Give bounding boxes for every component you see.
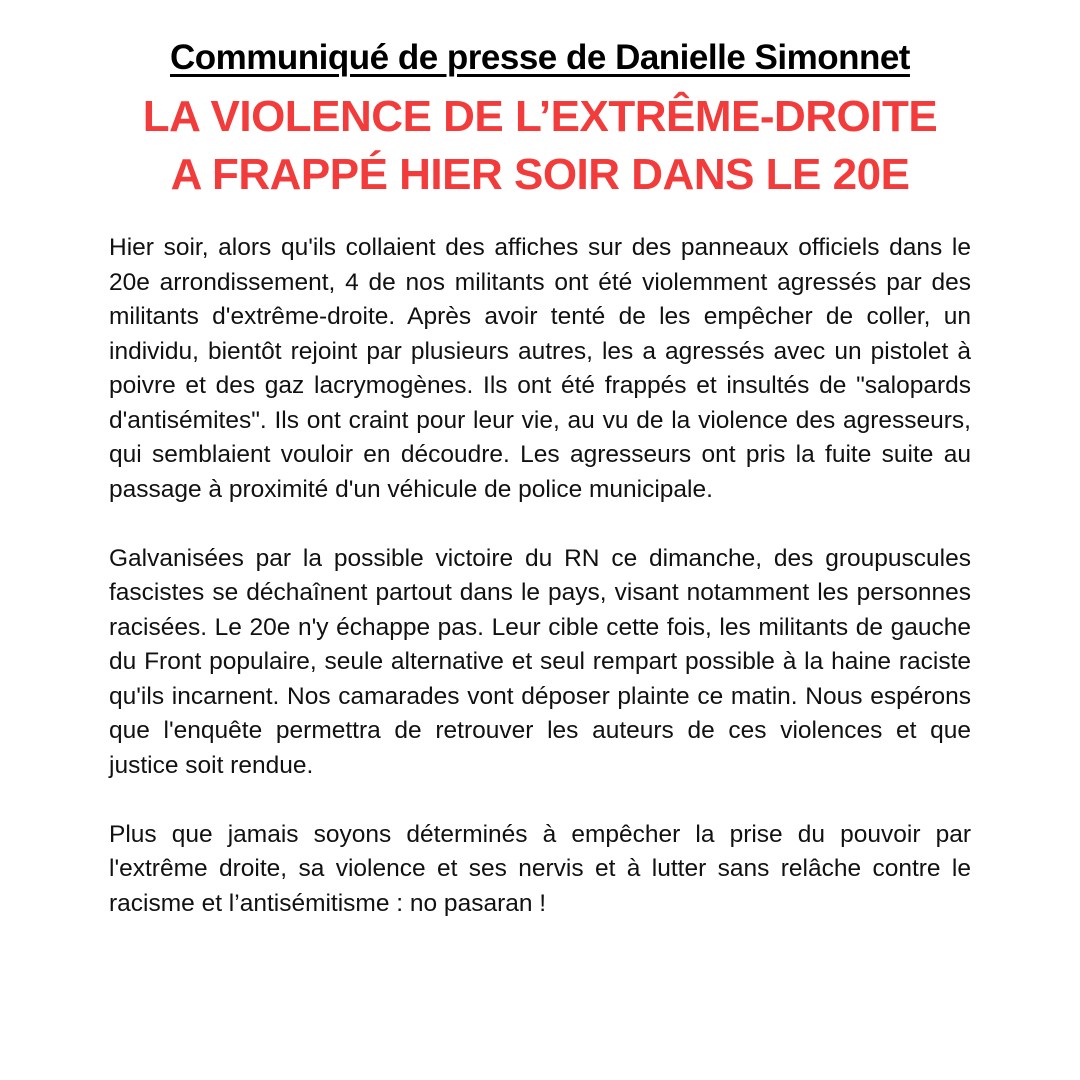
press-release-kicker bbox=[0, 34, 1080, 82]
paragraph-1: Hier soir, alors qu'ils collaient des affiches sur des panneaux officiels dans le 20e arrondissement, 4 de nos militants ont été violemment agressés par des militants d'extrême-droite. Après avoir tenté de les empêcher de coller, un individu, bientôt rejoint par plusieurs autres, les a agressés avec un pistolet à poivre et des gaz lacrymogènes. Ils ont été frappés et insultés de "salopards d'antisémites". Ils ont craint pour leur vie, au vu de la violence des agresseurs, qui semblaient vouloir en découdre. Les agresseurs ont pris la fuite suite au passage à proximité d'un véhicule de police municipale. bbox=[109, 234, 971, 503]
headline bbox=[0, 88, 1080, 204]
headline-line-2: A FRAPPÉ HIER SOIR DANS LE 20E bbox=[170, 150, 910, 199]
paragraph-3: Plus que jamais soyons déterminés à empêcher la prise du pouvoir par l'extrême droite, sa violence et ses nervis et à lutter sans relâche contre le racisme et l’antisémitisme : no pasaran ! bbox=[109, 820, 971, 917]
press-release-body bbox=[109, 231, 971, 921]
headline-line-1: LA VIOLENCE DE L’EXTRÊME-DROITE bbox=[142, 92, 938, 141]
kicker-text: Communiqué de presse de Danielle Simonnet bbox=[170, 38, 910, 77]
paragraph-2: Galvanisées par la possible victoire du RN ce dimanche, des groupuscules fascistes se déchaînent partout dans le pays, visant notamment les personnes racisées. Le 20e n'y échappe pas. Leur cible cette fois, les militants de gauche du Front populaire, seule alternative et seul rempart possible à la haine raciste qu'ils incarnent. Nos camarades vont déposer plainte ce matin. Nous espérons que l'enquête permettra de retrouver les auteurs de ces violences et que justice soit rendue. bbox=[109, 544, 971, 779]
